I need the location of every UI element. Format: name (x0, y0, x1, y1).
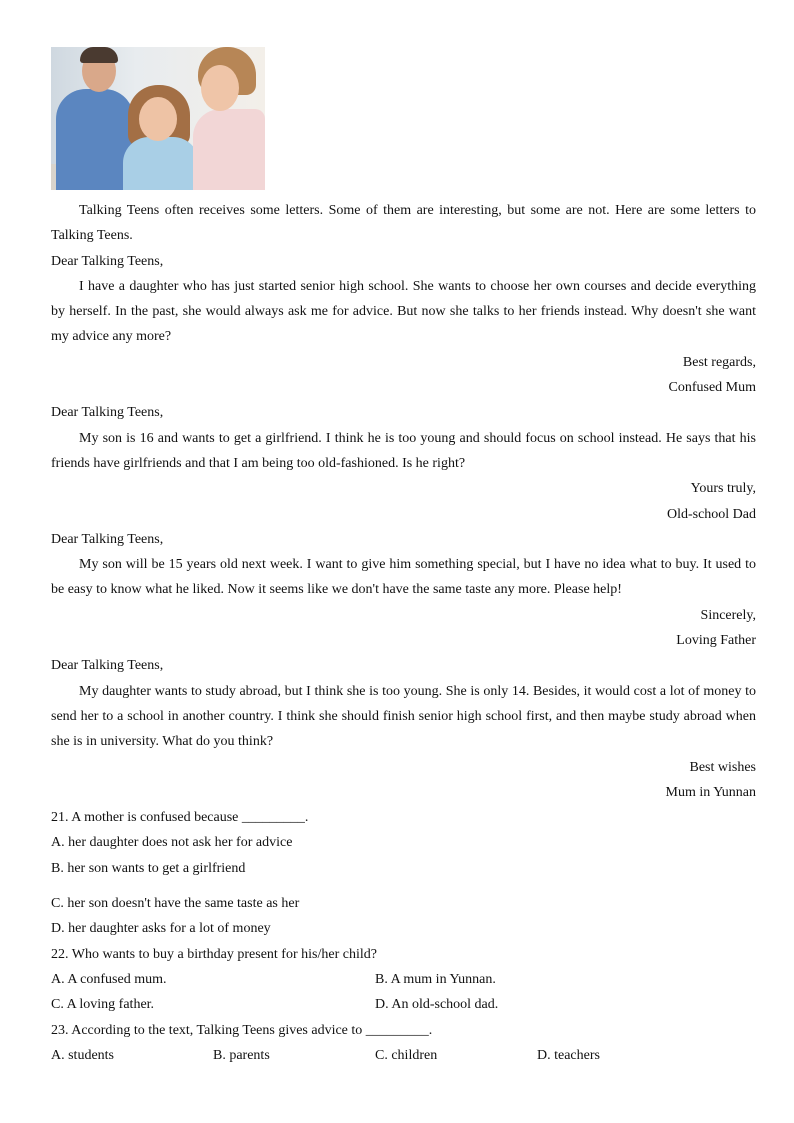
question-22 (51, 942, 756, 1018)
letter-3 (51, 527, 756, 653)
option-b: B. A mum in Yunnan. (375, 971, 496, 987)
letter-closing: Sincerely, (700, 607, 756, 623)
family-photo (51, 47, 265, 190)
letter-2 (51, 400, 756, 526)
option-a: A. A confused mum. (51, 971, 167, 987)
option-c: C. children (375, 1047, 438, 1063)
letter-closing: Best wishes (689, 759, 756, 775)
option-d: D. teachers (537, 1047, 600, 1063)
option-c: C. her son doesn't have the same taste as her (51, 896, 300, 912)
letter-signature: Loving Father (676, 633, 756, 649)
option-a: A. her daughter does not ask her for advice (51, 835, 293, 851)
letter-closing: Yours truly, (690, 481, 756, 497)
letter-greeting: Dear Talking Teens, (51, 531, 164, 547)
letter-greeting: Dear Talking Teens, (51, 658, 164, 674)
question-21 (51, 805, 756, 941)
letter-greeting: Dear Talking Teens, (51, 253, 164, 269)
document-page (51, 47, 756, 1068)
question-stem: 22. Who wants to buy a birthday present for his/her child? (51, 946, 377, 962)
letter-greeting: Dear Talking Teens, (51, 405, 164, 421)
option-b: B. her son wants to get a girlfriend (51, 860, 246, 876)
letter-body: My son will be 15 years old next week. I want to give him something special, but I have no idea what to buy. It used to be easy to know what he liked. Now it seems like we don't have the same taste any more. Please help! (51, 557, 756, 598)
option-a: A. students (51, 1047, 114, 1063)
letter-body: My son is 16 and wants to get a girlfriend. I think he is too young and should focus on school instead. He says that his friends have girlfriends and that I am being too old-fashioned. Is he right? (51, 430, 756, 471)
letter-signature: Old-school Dad (666, 506, 756, 522)
letter-4 (51, 653, 756, 805)
option-d: D. An old-school dad. (375, 997, 499, 1013)
option-b: B. parents (213, 1047, 270, 1063)
letter-body: I have a daughter who has just started senior high school. She wants to choose her own courses and decide everything by herself. In the past, she would always ask me for advice. But now she talks to her friends instead. Why doesn't she want my advice any more? (51, 278, 756, 345)
question-stem: 21. A mother is confused because _________. (51, 810, 309, 826)
intro-paragraph: Talking Teens often receives some letters. Some of them are interesting, but some are not. Here are some letters to Talking Teens. (51, 203, 756, 244)
letter-signature: Confused Mum (668, 380, 756, 396)
option-c: C. A loving father. (51, 997, 155, 1013)
letter-closing: Best regards, (682, 354, 756, 370)
question-stem: 23. According to the text, Talking Teens gives advice to _________. (51, 1022, 433, 1038)
letter-body: My daughter wants to study abroad, but I think she is too young. She is only 14. Besides, it would cost a lot of money to send her to a school in another country. I think she should finish senior high school first, and then maybe study abroad when she is in university. What do you think? (51, 683, 756, 750)
letter-1 (51, 249, 756, 401)
letter-signature: Mum in Yunnan (665, 784, 756, 800)
option-d: D. her daughter asks for a lot of money (51, 921, 271, 937)
question-23 (51, 1018, 756, 1069)
